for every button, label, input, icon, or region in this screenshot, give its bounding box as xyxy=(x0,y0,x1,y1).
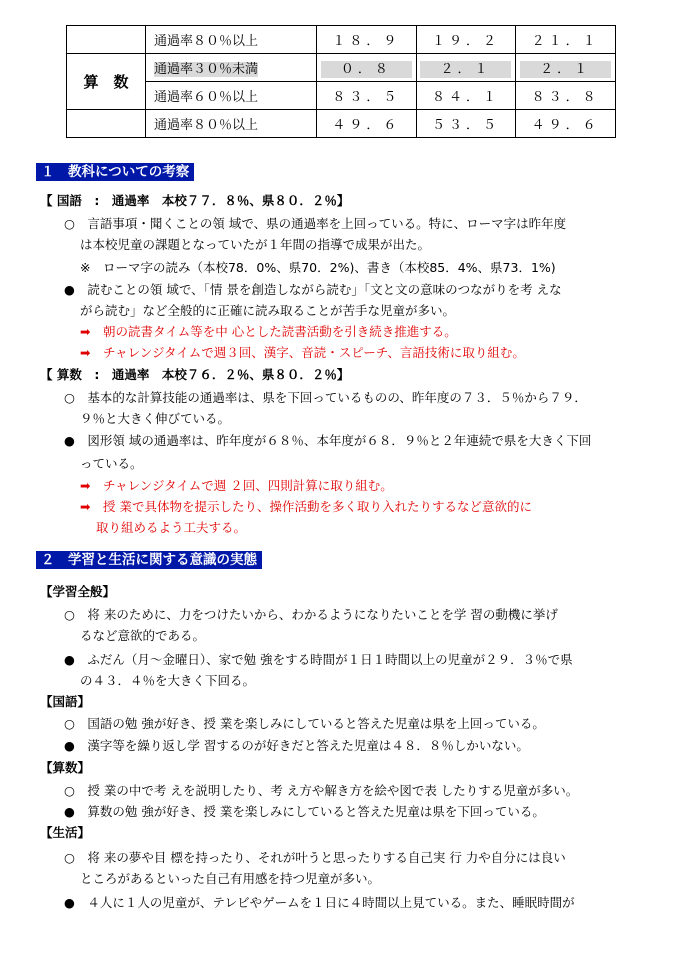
paragraph-line: ○ 将 来のために、力をつけたいから、わかるようになりたいことを学 習の動機に挙げ xyxy=(64,607,558,622)
cell-value: ８３．８ xyxy=(516,82,616,110)
cell-value: ２．１ xyxy=(416,54,516,82)
cell-value: １９．２ xyxy=(416,26,516,54)
paragraph-line: るなど意欲的である。 xyxy=(80,628,206,643)
section-1-heading: １ 教科についての考察 xyxy=(36,163,194,181)
section-2-heading: ２ 学習と生活に関する意識の実態 xyxy=(36,551,262,569)
cell-value: ８３．５ xyxy=(317,82,417,110)
paragraph-line: ところがあるといった自己有用感を持つ児童が多い。 xyxy=(80,871,381,886)
paragraph-line: ● 読むことの領 域で、「情 景を創造しながら読む」「文と文の意味のつながりを考 えな xyxy=(64,282,562,297)
paragraph-line: ※ ローマ字の読み（本校78．0%、県70．2%)、書き（本校85．4%、県73．1%) xyxy=(80,260,556,275)
cell-value: １８．９ xyxy=(317,26,417,54)
general-heading: 【学習全般】 xyxy=(40,584,116,599)
results-table xyxy=(66,25,616,138)
sansu-heading: 【 算数 : 通過率 本校７６．２％、県８０．２％】 xyxy=(40,367,350,382)
row-label: 通過率８０％以上 xyxy=(146,26,317,54)
row-label: 通過率３０％未満 xyxy=(146,54,317,82)
paragraph-line: ● 算数の勉 強が好き、授 業を楽しみにしていると答えた児童は県を下回っている。 xyxy=(64,804,545,819)
subject-cell-empty xyxy=(67,110,146,138)
cell-value: ４９．６ xyxy=(317,110,417,138)
paragraph-line: ● ふだん（月～金曜日）、家で勉 強をする時間が１日１時間以上の児童が２９．３％で県 xyxy=(64,652,573,667)
subject-cell: 算 数 xyxy=(67,54,146,110)
paragraph-line: ○ 授 業の中で考 えを説明したり、考 え方や解き方を絵や図で表 したりする児童が多い。 xyxy=(64,783,579,798)
cell-value: ０．８ xyxy=(317,54,417,82)
cell-value: ８４．１ xyxy=(416,82,516,110)
cell-value: ２１．１ xyxy=(516,26,616,54)
paragraph-line: ○ 将 来の夢や目 標を持ったり、それが叶うと思ったりする自己実 行 力や自分には良い xyxy=(64,850,566,865)
cell-value: ４９．６ xyxy=(516,110,616,138)
row-label: 通過率６０％以上 xyxy=(146,82,317,110)
paragraph-line: がら読む」など全般的に正確に読み取ることが苦手な児童が多い。 xyxy=(80,303,456,318)
kokugo-heading: 【 国語 : 通過率 本校７７．８％、県８０．２％】 xyxy=(40,193,350,208)
table-row xyxy=(67,110,616,138)
cell-value: ５３．５ xyxy=(416,110,516,138)
subject-cell-empty xyxy=(67,26,146,54)
action-line: ➡ 朝の読書タイム等を中 心とした読書活動を引き続き推進する。 xyxy=(80,324,457,339)
row-label: 通過率８０％以上 xyxy=(146,110,317,138)
table-row xyxy=(67,26,616,54)
kokugo-subheading: 【国語】 xyxy=(40,694,91,709)
cell-value: ２．１ xyxy=(516,54,616,82)
table-row xyxy=(67,82,616,110)
action-line: ➡ 授 業で具体物を提示したり、操作活動を多く取り入れたりするなど意欲的に xyxy=(80,499,532,514)
action-line: ➡ チャレンジタイムで週 ２回、四則計算に取り組む。 xyxy=(80,478,393,493)
paragraph-line: ９％と大きく伸びている。 xyxy=(80,411,231,426)
paragraph-line: は本校児童の課題となっていたが１年間の指導で成果が出た。 xyxy=(80,237,431,252)
paragraph-line: ○ 言語事項・聞くことの領 域で、県の通過率を上回っている。特に、ローマ字は昨年度 xyxy=(64,216,567,231)
life-subheading: 【生活】 xyxy=(40,825,91,840)
paragraph-line: ○ 基本的な計算技能の通過率は、県を下回っているものの、昨年度の７３．５％から７９． xyxy=(64,390,587,405)
paragraph-line: っている。 xyxy=(80,456,143,471)
paragraph-line: ● ４人に１人の児童が、テレビやゲームを１日に４時間以上見ている。また、睡眠時間が xyxy=(64,895,575,910)
table-row xyxy=(67,54,616,82)
paragraph-line: ● 図形領 域の通過率は、昨年度が６８％、本年度が６８．９％と２年連続で県を大きく下回 xyxy=(64,433,592,448)
action-line: 取り組めるよう工夫する。 xyxy=(96,520,247,535)
paragraph-line: の４３．４％を大きく下回る。 xyxy=(80,673,256,688)
action-line: ➡ チャレンジタイムで週３回、漢字、音読・スピーチ、言語技術に取り組む。 xyxy=(80,345,525,360)
paragraph-line: ○ 国語の勉 強が好き、授 業を楽しみにしていると答えた児童は県を上回っている。 xyxy=(64,716,545,731)
sansu-subheading: 【算数】 xyxy=(40,760,91,775)
paragraph-line: ● 漢字等を繰り返し学 習するのが好きだと答えた児童は４８．８％しかいない。 xyxy=(64,738,529,753)
